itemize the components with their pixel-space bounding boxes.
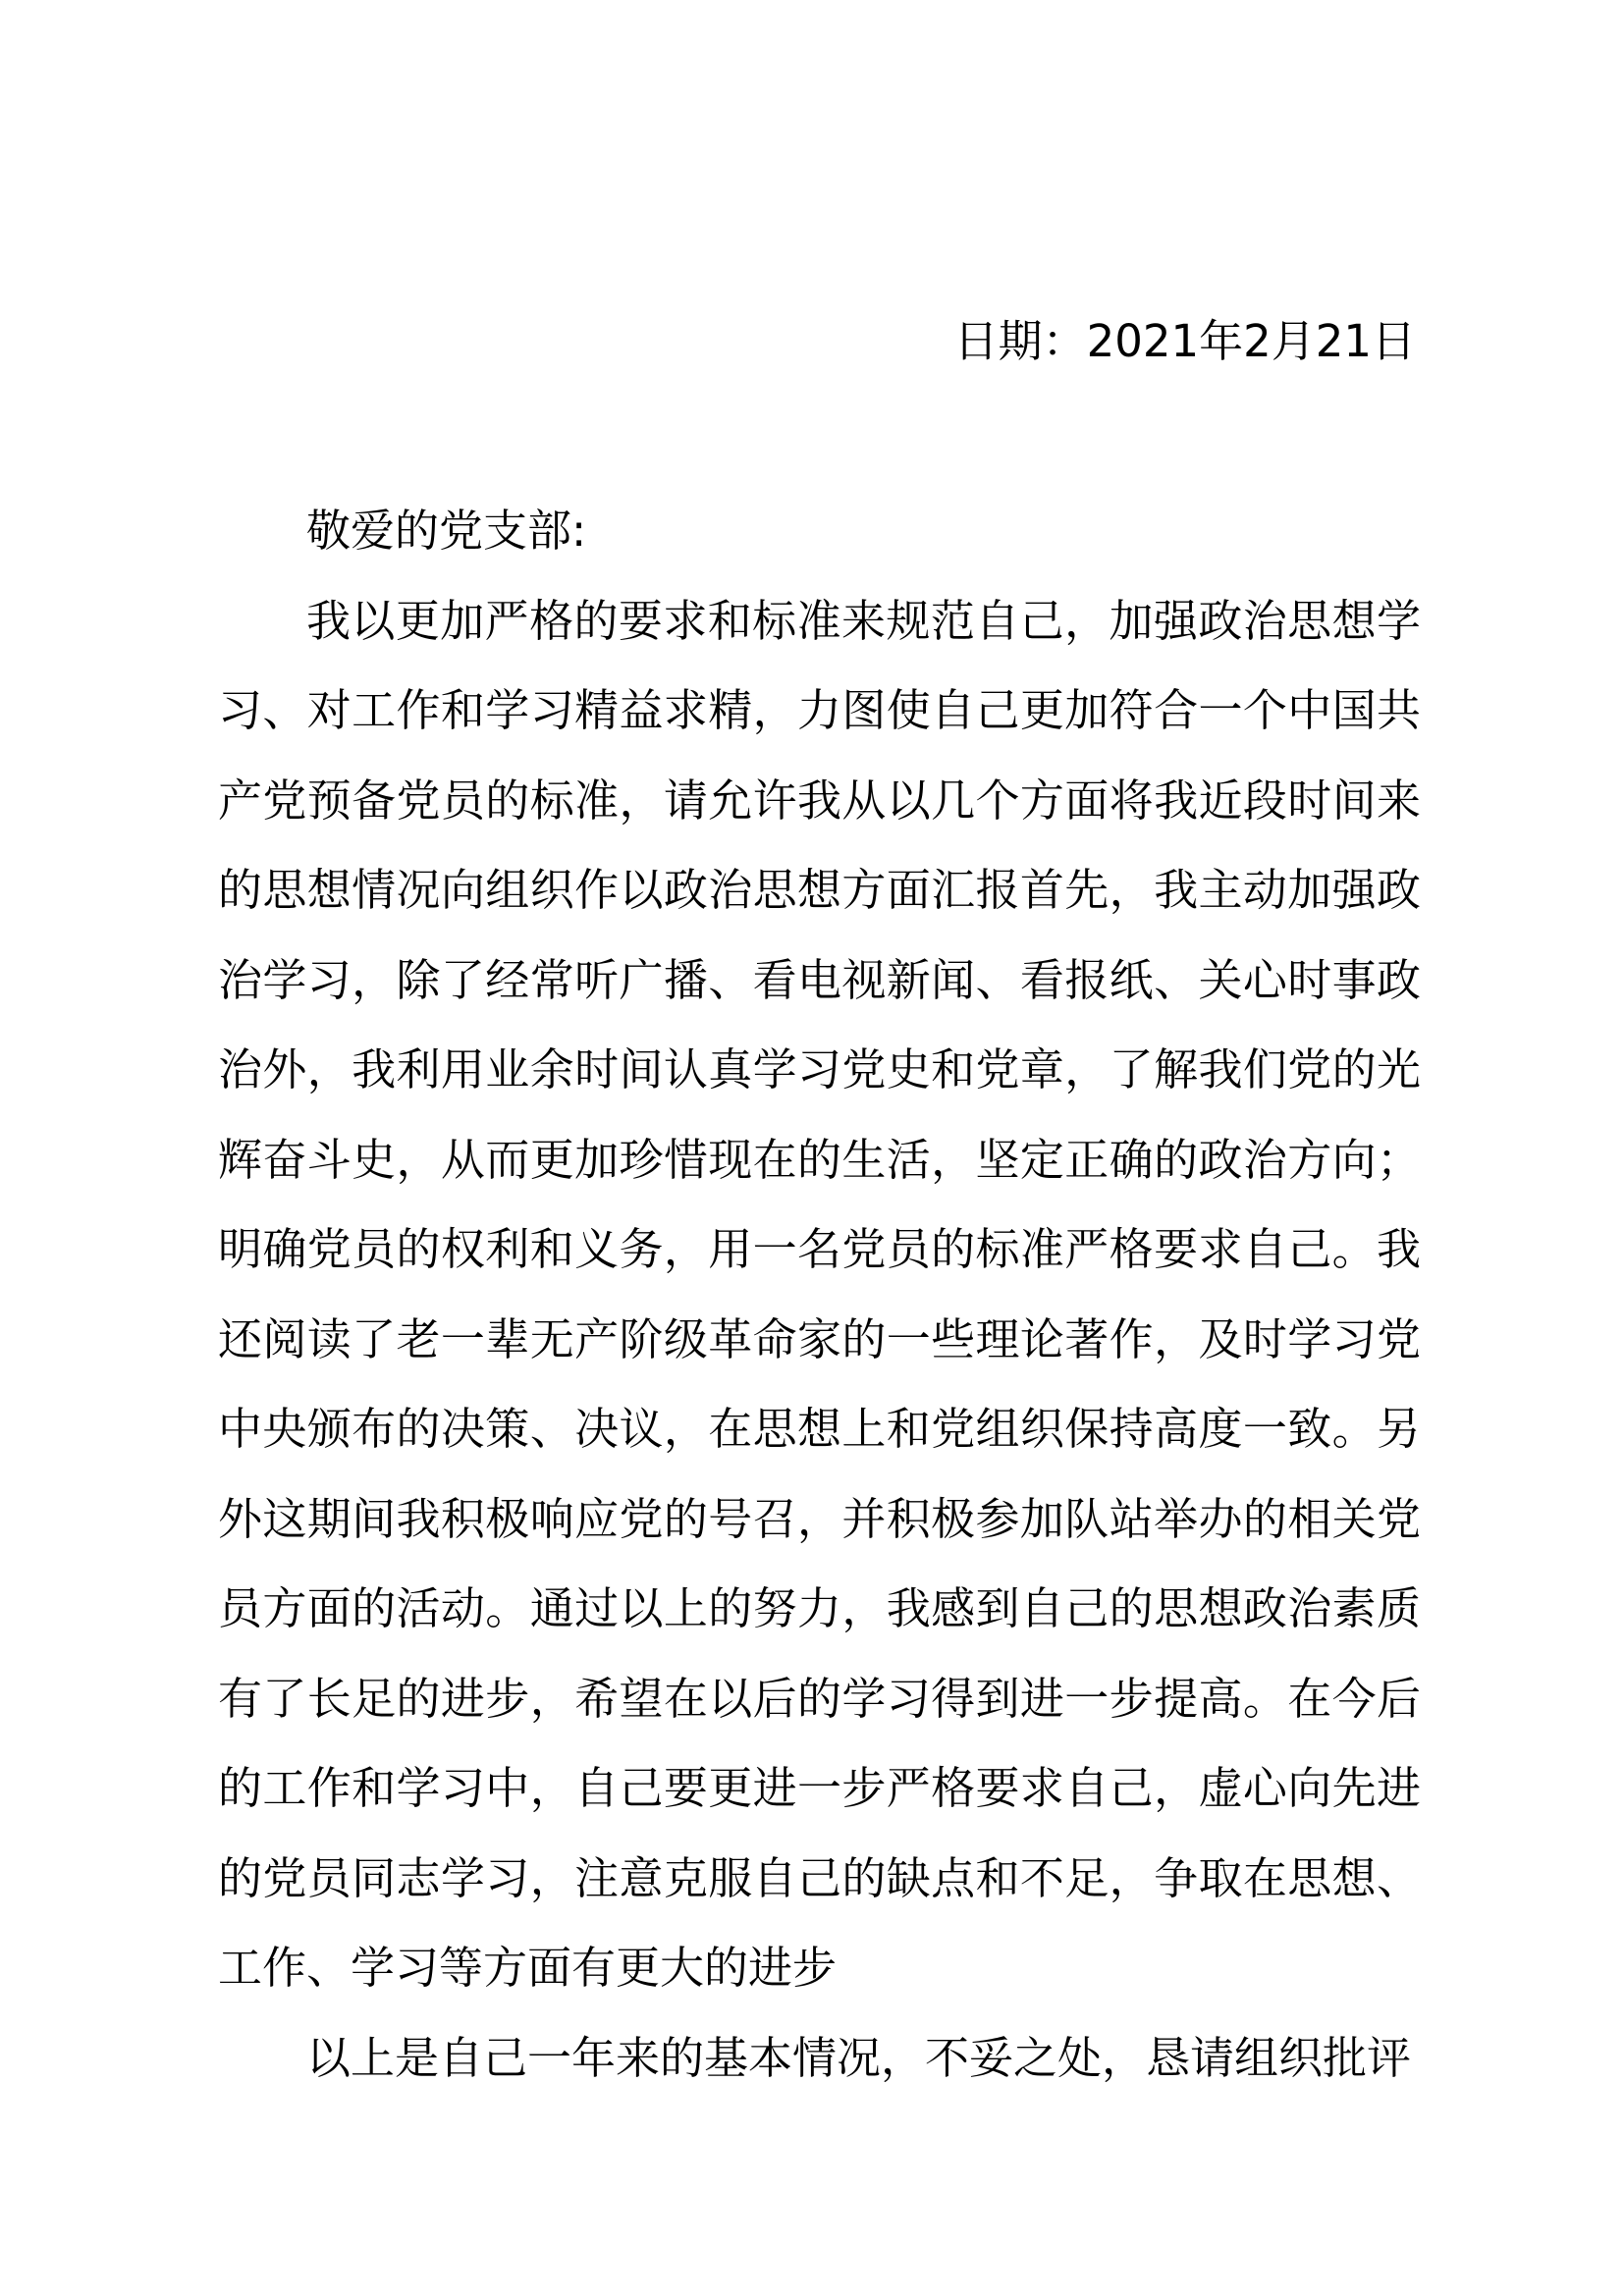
document-date: 日期：2021年2月21日	[953, 315, 1416, 367]
closing-paragraph: 以上是自己一年来的基本情况，不妥之处，恳请组织批评	[306, 2031, 1412, 2084]
body-paragraph: 我以更加严格的要求和标准来规范自己，加强政治思想学习、对工作和学习精益求精，力图使自己更加符合一个中国共产党预备党员的标准，请允许我从以几个方面将我近段时间来的思想情况向组织作以政治思想方面汇报首先，我主动加强政治学习，除了经常听广播、看电视新闻、看报纸、关心时事政治外，我利用业余时间认真学习党史和党章，了解我们党的光辉奋斗史，从而更加珍惜现在的生活，坚定正确的政治方向；明确党员的权利和义务，用一名党员的标准严格要求自己。我还阅读了老一辈无产阶级革命家的一些理论著作，及时学习党中央颁布的决策、决议，在思想上和党组织保持高度一致。另外这期间我积极响应党的号召，并积极参加队站举办的相关党员方面的活动。通过以上的努力，我感到自己的思想政治素质有了长足的进步，希望在以后的学习得到进一步提高。在今后的工作和学习中，自己要更进一步严格要求自己，虚心向先进的党员同志学习，注意克服自己的缺点和不足，争取在思想、工作、学习等方面有更大的进步	[218, 594, 1421, 1994]
document-body	[218, 486, 1421, 2103]
salutation: 敬爱的党支部:	[306, 505, 587, 557]
